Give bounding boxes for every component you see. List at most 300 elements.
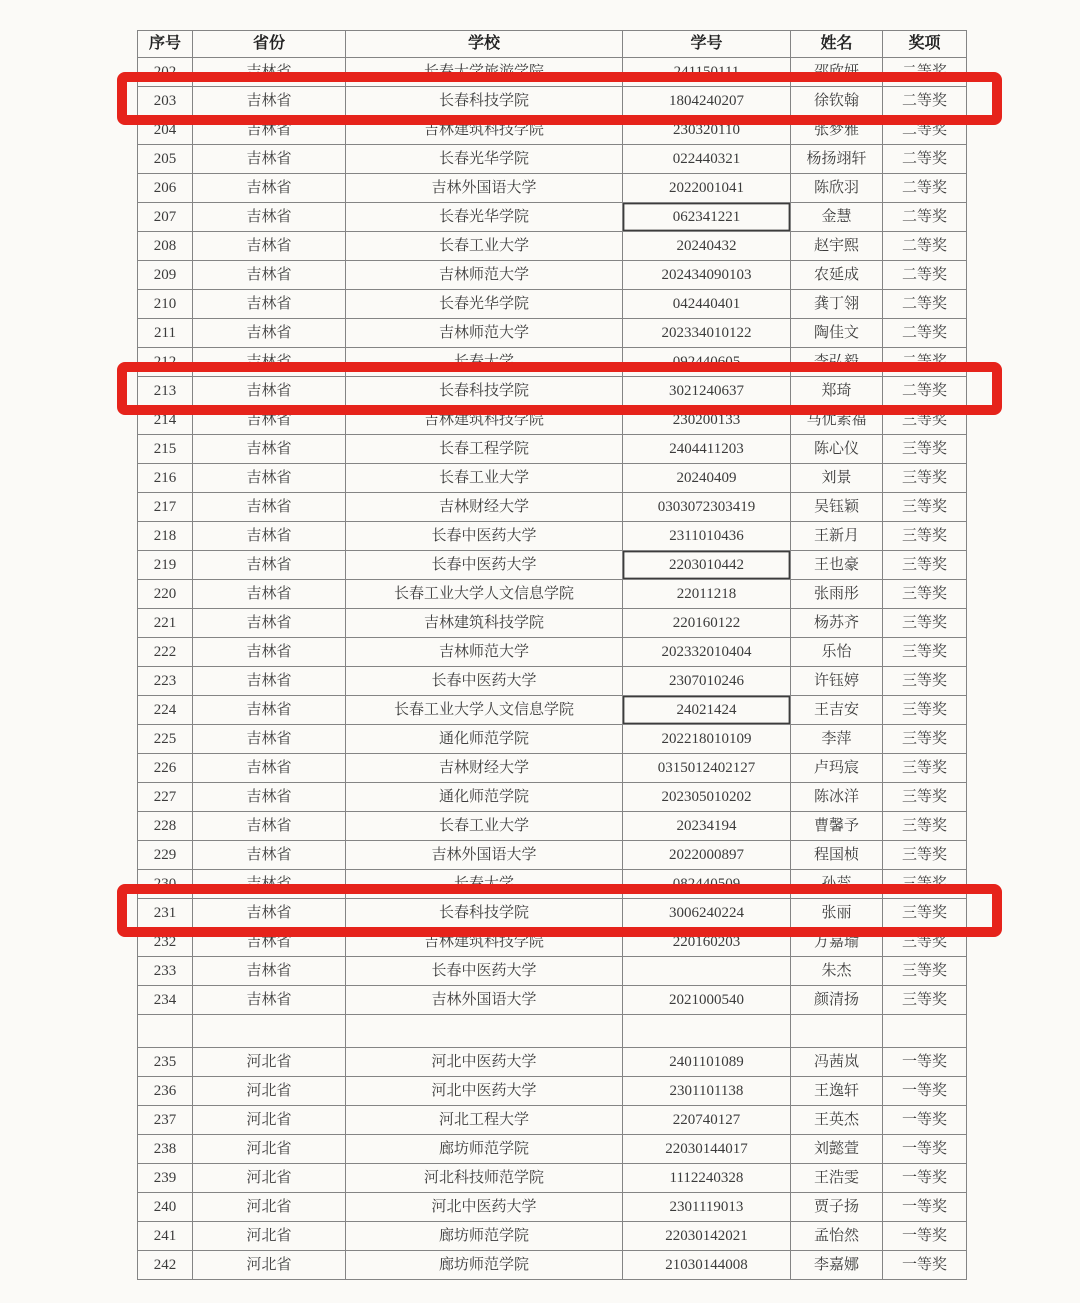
cell-row-number: 242 bbox=[138, 1251, 193, 1280]
cell-province: 吉林省 bbox=[193, 87, 346, 116]
cell-name: 徐钦翰 bbox=[791, 87, 883, 116]
cell-student-id: 20234194 bbox=[623, 812, 791, 841]
cell-name: 程国桢 bbox=[791, 841, 883, 870]
cell-province: 吉林省 bbox=[193, 870, 346, 899]
cell-award: 二等奖 bbox=[883, 232, 967, 261]
cell-name: 陈欣羽 bbox=[791, 174, 883, 203]
cell-award: 三等奖 bbox=[883, 638, 967, 667]
table-row bbox=[138, 58, 967, 87]
cell-student-id: 22011218 bbox=[623, 580, 791, 609]
empty-cell bbox=[346, 1015, 623, 1048]
cell-province: 河北省 bbox=[193, 1164, 346, 1193]
header-row bbox=[138, 31, 967, 58]
cell-school: 长春中医药大学 bbox=[346, 551, 623, 580]
cell-student-id: 1804240207 bbox=[623, 87, 791, 116]
cell-student-id: 20240432 bbox=[623, 232, 791, 261]
cell-school: 吉林外国语大学 bbox=[346, 986, 623, 1015]
cell-award: 一等奖 bbox=[883, 1077, 967, 1106]
cell-name: 张丽 bbox=[791, 899, 883, 928]
cell-name: 邵欣妍 bbox=[791, 58, 883, 87]
table-row bbox=[138, 116, 967, 145]
table-row bbox=[138, 696, 967, 725]
cell-province: 吉林省 bbox=[193, 261, 346, 290]
cell-student-id: 220160122 bbox=[623, 609, 791, 638]
cell-award: 三等奖 bbox=[883, 580, 967, 609]
cell-award: 三等奖 bbox=[883, 667, 967, 696]
cell-row-number: 233 bbox=[138, 957, 193, 986]
cell-award: 二等奖 bbox=[883, 377, 967, 406]
cell-province: 吉林省 bbox=[193, 58, 346, 87]
cell-name: 万嘉瑜 bbox=[791, 928, 883, 957]
cell-name: 王逸轩 bbox=[791, 1077, 883, 1106]
table-row bbox=[138, 319, 967, 348]
cell-name: 许钰婷 bbox=[791, 667, 883, 696]
cell-province: 吉林省 bbox=[193, 696, 346, 725]
empty-cell bbox=[883, 1015, 967, 1048]
header-cell: 学号 bbox=[623, 31, 791, 58]
cell-province: 河北省 bbox=[193, 1106, 346, 1135]
table-row bbox=[138, 493, 967, 522]
cell-award: 三等奖 bbox=[883, 754, 967, 783]
cell-award: 三等奖 bbox=[883, 783, 967, 812]
cell-name: 乐怡 bbox=[791, 638, 883, 667]
cell-row-number: 207 bbox=[138, 203, 193, 232]
cell-province: 河北省 bbox=[193, 1048, 346, 1077]
cell-province: 吉林省 bbox=[193, 638, 346, 667]
cell-student-id: 24021424 bbox=[623, 696, 791, 725]
cell-student-id: 042440401 bbox=[623, 290, 791, 319]
cell-student-id: 1112240328 bbox=[623, 1164, 791, 1193]
cell-school: 通化师范学院 bbox=[346, 725, 623, 754]
cell-award: 三等奖 bbox=[883, 986, 967, 1015]
cell-student-id: 241150111 bbox=[623, 58, 791, 87]
table-row bbox=[138, 580, 967, 609]
table-row bbox=[138, 290, 967, 319]
cell-student-id: 0303072303419 bbox=[623, 493, 791, 522]
cell-name: 王也豪 bbox=[791, 551, 883, 580]
cell-row-number: 228 bbox=[138, 812, 193, 841]
table-body bbox=[138, 58, 967, 1280]
cell-school: 长春中医药大学 bbox=[346, 957, 623, 986]
cell-row-number: 226 bbox=[138, 754, 193, 783]
table-row bbox=[138, 638, 967, 667]
cell-award: 三等奖 bbox=[883, 522, 967, 551]
cell-school: 廊坊师范学院 bbox=[346, 1222, 623, 1251]
cell-row-number: 213 bbox=[138, 377, 193, 406]
cell-row-number: 234 bbox=[138, 986, 193, 1015]
cell-student-id: 202332010404 bbox=[623, 638, 791, 667]
cell-award: 一等奖 bbox=[883, 1164, 967, 1193]
cell-province: 吉林省 bbox=[193, 203, 346, 232]
cell-award: 一等奖 bbox=[883, 1222, 967, 1251]
table-row bbox=[138, 232, 967, 261]
cell-student-id: 220160203 bbox=[623, 928, 791, 957]
cell-province: 吉林省 bbox=[193, 377, 346, 406]
header-cell: 序号 bbox=[138, 31, 193, 58]
cell-student-id: 2022000897 bbox=[623, 841, 791, 870]
table-row bbox=[138, 145, 967, 174]
cell-school: 通化师范学院 bbox=[346, 783, 623, 812]
cell-award: 一等奖 bbox=[883, 1251, 967, 1280]
cell-row-number: 220 bbox=[138, 580, 193, 609]
cell-award: 三等奖 bbox=[883, 957, 967, 986]
table-row bbox=[138, 1193, 967, 1222]
header-cell: 学校 bbox=[346, 31, 623, 58]
cell-name: 陶佳文 bbox=[791, 319, 883, 348]
cell-student-id: 2021000540 bbox=[623, 986, 791, 1015]
cell-award: 二等奖 bbox=[883, 290, 967, 319]
cell-province: 吉林省 bbox=[193, 174, 346, 203]
cell-row-number: 238 bbox=[138, 1135, 193, 1164]
table-row bbox=[138, 377, 967, 406]
cell-row-number: 219 bbox=[138, 551, 193, 580]
cell-row-number: 223 bbox=[138, 667, 193, 696]
cell-row-number: 229 bbox=[138, 841, 193, 870]
cell-student-id: 202334010122 bbox=[623, 319, 791, 348]
cell-row-number: 218 bbox=[138, 522, 193, 551]
cell-province: 河北省 bbox=[193, 1135, 346, 1164]
table-row bbox=[138, 261, 967, 290]
cell-student-id: 2022001041 bbox=[623, 174, 791, 203]
cell-school: 吉林建筑科技学院 bbox=[346, 609, 623, 638]
cell-school: 长春大学 bbox=[346, 870, 623, 899]
cell-province: 吉林省 bbox=[193, 928, 346, 957]
cell-school: 河北工程大学 bbox=[346, 1106, 623, 1135]
cell-row-number: 214 bbox=[138, 406, 193, 435]
cell-student-id: 202434090103 bbox=[623, 261, 791, 290]
cell-name: 刘景 bbox=[791, 464, 883, 493]
cell-award: 二等奖 bbox=[883, 58, 967, 87]
table-row bbox=[138, 957, 967, 986]
cell-school: 廊坊师范学院 bbox=[346, 1251, 623, 1280]
cell-name: 吴钰颖 bbox=[791, 493, 883, 522]
table-row bbox=[138, 174, 967, 203]
cell-province: 河北省 bbox=[193, 1193, 346, 1222]
table-row bbox=[138, 783, 967, 812]
cell-row-number: 232 bbox=[138, 928, 193, 957]
cell-award: 三等奖 bbox=[883, 899, 967, 928]
cell-award: 一等奖 bbox=[883, 1048, 967, 1077]
cell-school: 长春光华学院 bbox=[346, 145, 623, 174]
cell-name: 李嘉娜 bbox=[791, 1251, 883, 1280]
cell-student-id: 082440509 bbox=[623, 870, 791, 899]
table-row bbox=[138, 928, 967, 957]
cell-name: 卢玛宸 bbox=[791, 754, 883, 783]
cell-province: 吉林省 bbox=[193, 232, 346, 261]
cell-school: 吉林建筑科技学院 bbox=[346, 116, 623, 145]
cell-award: 一等奖 bbox=[883, 1135, 967, 1164]
cell-award: 三等奖 bbox=[883, 928, 967, 957]
cell-row-number: 240 bbox=[138, 1193, 193, 1222]
cell-award: 三等奖 bbox=[883, 812, 967, 841]
cell-school: 长春工业大学 bbox=[346, 464, 623, 493]
cell-school: 长春大学旅游学院 bbox=[346, 58, 623, 87]
cell-school: 吉林建筑科技学院 bbox=[346, 928, 623, 957]
cell-name: 李弘毅 bbox=[791, 348, 883, 377]
cell-school: 长春工业大学 bbox=[346, 812, 623, 841]
cell-school: 吉林师范大学 bbox=[346, 638, 623, 667]
cell-school: 长春中医药大学 bbox=[346, 522, 623, 551]
cell-row-number: 221 bbox=[138, 609, 193, 638]
cell-award: 一等奖 bbox=[883, 1106, 967, 1135]
table-row bbox=[138, 522, 967, 551]
cell-row-number: 225 bbox=[138, 725, 193, 754]
award-table bbox=[137, 30, 967, 1280]
table-row bbox=[138, 203, 967, 232]
cell-name: 杨扬翊轩 bbox=[791, 145, 883, 174]
cell-province: 吉林省 bbox=[193, 406, 346, 435]
table-row bbox=[138, 667, 967, 696]
cell-row-number: 216 bbox=[138, 464, 193, 493]
header-cell: 省份 bbox=[193, 31, 346, 58]
cell-school: 吉林外国语大学 bbox=[346, 841, 623, 870]
cell-row-number: 230 bbox=[138, 870, 193, 899]
cell-student-id: 202305010202 bbox=[623, 783, 791, 812]
empty-cell bbox=[138, 1015, 193, 1048]
cell-award: 三等奖 bbox=[883, 493, 967, 522]
table-row bbox=[138, 1222, 967, 1251]
cell-award: 三等奖 bbox=[883, 406, 967, 435]
cell-name: 农延成 bbox=[791, 261, 883, 290]
cell-province: 河北省 bbox=[193, 1251, 346, 1280]
cell-award: 二等奖 bbox=[883, 203, 967, 232]
cell-student-id: 220740127 bbox=[623, 1106, 791, 1135]
cell-student-id: 230320110 bbox=[623, 116, 791, 145]
cell-award: 三等奖 bbox=[883, 870, 967, 899]
cell-row-number: 236 bbox=[138, 1077, 193, 1106]
cell-row-number: 206 bbox=[138, 174, 193, 203]
cell-name: 龚丁翎 bbox=[791, 290, 883, 319]
cell-province: 吉林省 bbox=[193, 493, 346, 522]
cell-student-id: 2301101138 bbox=[623, 1077, 791, 1106]
cell-row-number: 210 bbox=[138, 290, 193, 319]
cell-award: 三等奖 bbox=[883, 696, 967, 725]
cell-row-number: 231 bbox=[138, 899, 193, 928]
cell-province: 河北省 bbox=[193, 1077, 346, 1106]
cell-name: 贾子扬 bbox=[791, 1193, 883, 1222]
cell-award: 二等奖 bbox=[883, 261, 967, 290]
cell-province: 吉林省 bbox=[193, 348, 346, 377]
cell-school: 长春工业大学人文信息学院 bbox=[346, 580, 623, 609]
cell-school: 长春科技学院 bbox=[346, 377, 623, 406]
cell-row-number: 224 bbox=[138, 696, 193, 725]
cell-row-number: 202 bbox=[138, 58, 193, 87]
cell-name: 陈冰洋 bbox=[791, 783, 883, 812]
cell-province: 吉林省 bbox=[193, 580, 346, 609]
cell-province: 吉林省 bbox=[193, 667, 346, 696]
cell-province: 吉林省 bbox=[193, 290, 346, 319]
cell-award: 三等奖 bbox=[883, 841, 967, 870]
cell-award: 三等奖 bbox=[883, 725, 967, 754]
table-row bbox=[138, 1048, 967, 1077]
cell-student-id: 3021240637 bbox=[623, 377, 791, 406]
cell-award: 二等奖 bbox=[883, 87, 967, 116]
cell-student-id: 3006240224 bbox=[623, 899, 791, 928]
table-row bbox=[138, 1164, 967, 1193]
cell-province: 吉林省 bbox=[193, 957, 346, 986]
table-row bbox=[138, 1077, 967, 1106]
cell-school: 河北科技师范学院 bbox=[346, 1164, 623, 1193]
cell-school: 长春光华学院 bbox=[346, 290, 623, 319]
cell-name: 郑琦 bbox=[791, 377, 883, 406]
header-cell: 姓名 bbox=[791, 31, 883, 58]
cell-award: 三等奖 bbox=[883, 551, 967, 580]
cell-row-number: 208 bbox=[138, 232, 193, 261]
cell-row-number: 212 bbox=[138, 348, 193, 377]
cell-student-id: 2203010442 bbox=[623, 551, 791, 580]
cell-award: 二等奖 bbox=[883, 174, 967, 203]
table-row bbox=[138, 551, 967, 580]
cell-row-number: 205 bbox=[138, 145, 193, 174]
table-row bbox=[138, 841, 967, 870]
table-row bbox=[138, 870, 967, 899]
cell-award: 三等奖 bbox=[883, 435, 967, 464]
cell-name: 王英杰 bbox=[791, 1106, 883, 1135]
empty-cell bbox=[791, 1015, 883, 1048]
cell-student-id: 202218010109 bbox=[623, 725, 791, 754]
cell-school: 吉林建筑科技学院 bbox=[346, 406, 623, 435]
table-row bbox=[138, 348, 967, 377]
cell-row-number: 239 bbox=[138, 1164, 193, 1193]
cell-row-number: 227 bbox=[138, 783, 193, 812]
cell-school: 长春大学 bbox=[346, 348, 623, 377]
cell-student-id: 2401101089 bbox=[623, 1048, 791, 1077]
cell-name: 李萍 bbox=[791, 725, 883, 754]
cell-province: 吉林省 bbox=[193, 754, 346, 783]
cell-school: 吉林外国语大学 bbox=[346, 174, 623, 203]
table-row bbox=[138, 725, 967, 754]
cell-province: 吉林省 bbox=[193, 783, 346, 812]
cell-student-id: 092440605 bbox=[623, 348, 791, 377]
cell-province: 吉林省 bbox=[193, 464, 346, 493]
cell-name: 孙蕊 bbox=[791, 870, 883, 899]
cell-province: 吉林省 bbox=[193, 899, 346, 928]
cell-province: 河北省 bbox=[193, 1222, 346, 1251]
cell-student-id: 20240409 bbox=[623, 464, 791, 493]
cell-name: 金慧 bbox=[791, 203, 883, 232]
cell-school: 长春工程学院 bbox=[346, 435, 623, 464]
cell-school: 长春工业大学人文信息学院 bbox=[346, 696, 623, 725]
cell-student-id: 022440321 bbox=[623, 145, 791, 174]
cell-name: 张雨彤 bbox=[791, 580, 883, 609]
cell-school: 长春中医药大学 bbox=[346, 667, 623, 696]
cell-row-number: 235 bbox=[138, 1048, 193, 1077]
cell-award: 三等奖 bbox=[883, 609, 967, 638]
cell-name: 陈心仪 bbox=[791, 435, 883, 464]
cell-school: 长春光华学院 bbox=[346, 203, 623, 232]
cell-name: 朱杰 bbox=[791, 957, 883, 986]
cell-row-number: 222 bbox=[138, 638, 193, 667]
table-row bbox=[138, 754, 967, 783]
table-row bbox=[138, 899, 967, 928]
cell-province: 吉林省 bbox=[193, 522, 346, 551]
cell-school: 吉林财经大学 bbox=[346, 493, 623, 522]
cell-name: 赵宇熙 bbox=[791, 232, 883, 261]
cell-award: 二等奖 bbox=[883, 145, 967, 174]
cell-school: 河北中医药大学 bbox=[346, 1077, 623, 1106]
cell-name: 王新月 bbox=[791, 522, 883, 551]
cell-award: 一等奖 bbox=[883, 1193, 967, 1222]
cell-province: 吉林省 bbox=[193, 551, 346, 580]
cell-student-id: 22030144017 bbox=[623, 1135, 791, 1164]
cell-school: 吉林师范大学 bbox=[346, 261, 623, 290]
cell-province: 吉林省 bbox=[193, 435, 346, 464]
cell-school: 吉林财经大学 bbox=[346, 754, 623, 783]
empty-cell bbox=[623, 1015, 791, 1048]
cell-school: 河北中医药大学 bbox=[346, 1048, 623, 1077]
cell-province: 吉林省 bbox=[193, 986, 346, 1015]
cell-province: 吉林省 bbox=[193, 145, 346, 174]
cell-name: 杨苏齐 bbox=[791, 609, 883, 638]
cell-award: 三等奖 bbox=[883, 464, 967, 493]
table-row bbox=[138, 1106, 967, 1135]
cell-name: 王浩雯 bbox=[791, 1164, 883, 1193]
spacer-row bbox=[138, 1015, 967, 1048]
table-row bbox=[138, 1135, 967, 1164]
cell-name: 曹馨予 bbox=[791, 812, 883, 841]
cell-province: 吉林省 bbox=[193, 319, 346, 348]
cell-student-id: 21030144008 bbox=[623, 1251, 791, 1280]
table-row bbox=[138, 609, 967, 638]
cell-name: 王吉安 bbox=[791, 696, 883, 725]
cell-award: 二等奖 bbox=[883, 348, 967, 377]
cell-student-id: 22030142021 bbox=[623, 1222, 791, 1251]
cell-province: 吉林省 bbox=[193, 116, 346, 145]
table-row bbox=[138, 986, 967, 1015]
table-row bbox=[138, 87, 967, 116]
cell-row-number: 217 bbox=[138, 493, 193, 522]
cell-student-id: 2311010436 bbox=[623, 522, 791, 551]
cell-student-id: 0315012402127 bbox=[623, 754, 791, 783]
cell-province: 吉林省 bbox=[193, 725, 346, 754]
table-row bbox=[138, 435, 967, 464]
cell-name: 刘懿萱 bbox=[791, 1135, 883, 1164]
cell-student-id bbox=[623, 957, 791, 986]
cell-name: 张梦雅 bbox=[791, 116, 883, 145]
cell-student-id: 2301119013 bbox=[623, 1193, 791, 1222]
cell-school: 长春科技学院 bbox=[346, 899, 623, 928]
table-row bbox=[138, 464, 967, 493]
cell-row-number: 204 bbox=[138, 116, 193, 145]
cell-row-number: 215 bbox=[138, 435, 193, 464]
cell-row-number: 237 bbox=[138, 1106, 193, 1135]
cell-student-id: 230200133 bbox=[623, 406, 791, 435]
cell-row-number: 211 bbox=[138, 319, 193, 348]
cell-student-id: 2307010246 bbox=[623, 667, 791, 696]
cell-name: 孟怡然 bbox=[791, 1222, 883, 1251]
cell-name: 冯茜岚 bbox=[791, 1048, 883, 1077]
cell-student-id: 2404411203 bbox=[623, 435, 791, 464]
cell-name: 马优素福 bbox=[791, 406, 883, 435]
cell-school: 廊坊师范学院 bbox=[346, 1135, 623, 1164]
cell-school: 长春科技学院 bbox=[346, 87, 623, 116]
cell-student-id: 062341221 bbox=[623, 203, 791, 232]
cell-school: 河北中医药大学 bbox=[346, 1193, 623, 1222]
cell-award: 二等奖 bbox=[883, 116, 967, 145]
table-row bbox=[138, 406, 967, 435]
cell-row-number: 241 bbox=[138, 1222, 193, 1251]
cell-award: 二等奖 bbox=[883, 319, 967, 348]
table-row bbox=[138, 812, 967, 841]
cell-school: 长春工业大学 bbox=[346, 232, 623, 261]
cell-province: 吉林省 bbox=[193, 841, 346, 870]
header-cell: 奖项 bbox=[883, 31, 967, 58]
cell-name: 颜清扬 bbox=[791, 986, 883, 1015]
table-row bbox=[138, 1251, 967, 1280]
cell-row-number: 203 bbox=[138, 87, 193, 116]
cell-school: 吉林师范大学 bbox=[346, 319, 623, 348]
cell-province: 吉林省 bbox=[193, 609, 346, 638]
